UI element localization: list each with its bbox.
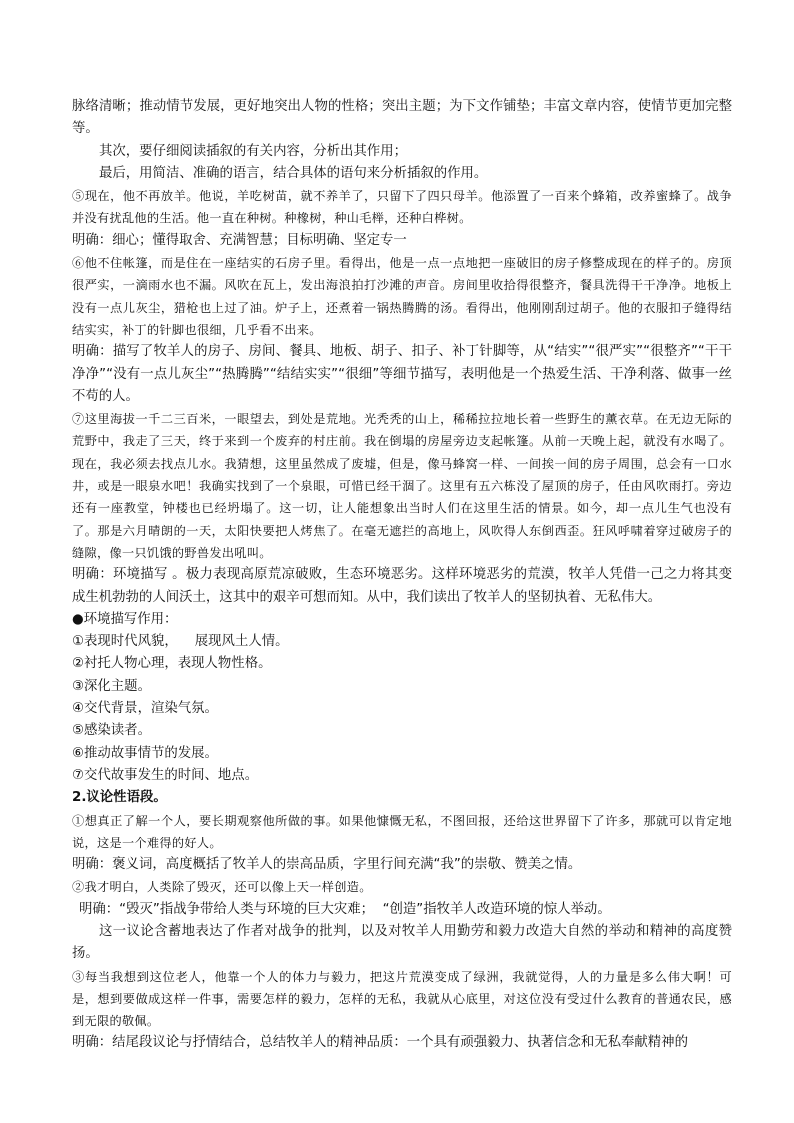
quote-paragraph-6: ⑥他不住帐篷，而是住在一座结实的石房子里。看得出，他是一点一点地把一座破旧的房子修整成现在的样子的。房顶很严实，一滴雨水也不漏。风吹在瓦上，发出海浪拍打沙滩的声音。房间里收拾得很整齐，餐具洗得干干净净。地板上没有一点儿灰尘，猎枪也上过了油。炉子上，还煮着一锅热腾腾的汤。看得出，他刚刚刮过胡子。他的衣服扣子缝得结结实实，补丁的针脚也很细，几乎看不出来。 <box>72 256 732 337</box>
paragraph-step-final: 最后，用简洁、准确的语言，结合具体的语句来分析插叙的作用。 <box>99 165 488 181</box>
quote-argument-1: ①想真正了解一个人，要长期观察他所做的事。如果他慷慨无私，不图回报，还给这世界留下了许多，那就可以肯定地说，这是一个难得的好人。 <box>72 813 732 850</box>
environment-item-3: ③深化主题。 <box>72 678 151 694</box>
section-heading-argumentative: 2.议论性语段。 <box>72 790 167 806</box>
environment-heading: ●环境描写作用： <box>72 611 178 627</box>
quote-paragraph-5: ⑤现在，他不再放羊。他说，羊吃树苗，就不养羊了，只留下了四只母羊。他添置了一百来个蜂箱，改养蜜蜂了。战争并没有扰乱他的生活。他一直在种树。种橡树，种山毛榉，还种白桦树。 <box>72 189 732 226</box>
answer-paragraph-6: 明确：描写了牧羊人的房子、房间、餐具、地板、胡子、扣子、补丁针脚等，从“结实”“很严实”“很整齐”“干干净净”“没有一点儿灰尘”“热腾腾”“结结实实”“很细”等细节描写，表明他是一个热爱生活、干净利落、做事一丝不苟的人。 <box>72 344 732 404</box>
environment-item-1: ①表现时代风貌， 展现风土人情。 <box>72 634 289 650</box>
environment-item-6: ⑥推动故事情节的发展。 <box>72 745 218 761</box>
environment-item-4: ④交代背景，渲染气氛。 <box>72 701 218 717</box>
answer-argument-2: 明确：“毁灭”指战争带给人类与环境的巨大灾难； “创造”指牧羊人改造环境的惊人举动。 <box>79 901 611 917</box>
answer-argument-1: 明确：褒义词，高度概括了牧羊人的崇高品质，字里行间充满“我”的崇敬、赞美之情。 <box>72 857 582 873</box>
environment-item-5: ⑤感染读者。 <box>72 723 151 739</box>
paragraph-insertion-functions: 脉络清晰；推动情节发展，更好地突出人物的性格；突出主题；为下文作铺垫；丰富文章内容，使情节更加完整等。 <box>72 99 732 137</box>
paragraph-step-second: 其次，要仔细阅读插叙的有关内容，分析出其作用； <box>99 143 407 159</box>
quote-argument-2: ②我才明白，人类除了毁灭，还可以像上天一样创造。 <box>72 880 372 895</box>
answer-paragraph-7: 明确：环境描写 。极力表现高原荒凉破败，生态环境恶劣。这样环境恶劣的荒漠，牧羊人凭借一己之力将其变成生机勃勃的人间沃土，这其中的艰辛可想而知。从中，我们读出了牧羊人的坚韧执着、无私伟大。 <box>72 567 732 605</box>
quote-argument-3: ③每当我想到这位老人，他靠一个人的体力与毅力，把这片荒漠变成了绿洲，我就觉得，人的力量是多么伟大啊！可是，想到要做成这样一件事，需要怎样的毅力，怎样的无私，我就从心底里，对这位没有受过什么教育的普通农民，感到无限的敬佩。 <box>72 969 732 1029</box>
answer-argument-3: 明确：结尾段议论与抒情结合，总结牧羊人的精神品质：一个具有顽强毅力、执著信念和无私奉献精神的 <box>72 1035 688 1051</box>
quote-paragraph-7: ⑦这里海拔一千二三百米，一眼望去，到处是荒地。光秃秃的山上，稀稀拉拉地长着一些野生的薰衣草。在无边无际的荒野中，我走了三天，终于来到一个废弃的村庄前。我在倒塌的房屋旁边支起帐篷。从前一天晚上起，就没有水喝了。现在，我必须去找点儿水。我猜想，这里虽然成了废墟，但是，像马蜂窝一样、一间挨一间的房子周围，总会有一口水井，或是一眼泉水吧！我确实找到了一个泉眼，可惜已经干涸了。这里有五六栋没了屋顶的房子，任由风吹雨打。旁边还有一座教堂，钟楼也已经坍塌了。这一切，让人能想象出当时人们在这里生活的情景。如今，却一点儿生气也没有了。那是六月晴朗的一天，太阳快要把人烤焦了。在毫无遮拦的高地上，风吹得人东倒西歪。狂风呼啸着穿过破房子的缝隙，像一只饥饿的野兽发出吼叫。 <box>72 412 732 560</box>
answer-argument-2-continued: 这一议论含蓄地表达了作者对战争的批判，以及对牧羊人用勤劳和毅力改造大自然的举动和精神的高度赞扬。 <box>72 923 732 962</box>
answer-paragraph-5: 明确：细心；懂得取舍、充满智慧；目标明确、坚定专一 <box>72 232 407 248</box>
environment-item-2: ②衬托人物心理，表现人物性格。 <box>72 656 272 672</box>
environment-item-7: ⑦交代故事发生的时间、地点。 <box>72 767 259 783</box>
